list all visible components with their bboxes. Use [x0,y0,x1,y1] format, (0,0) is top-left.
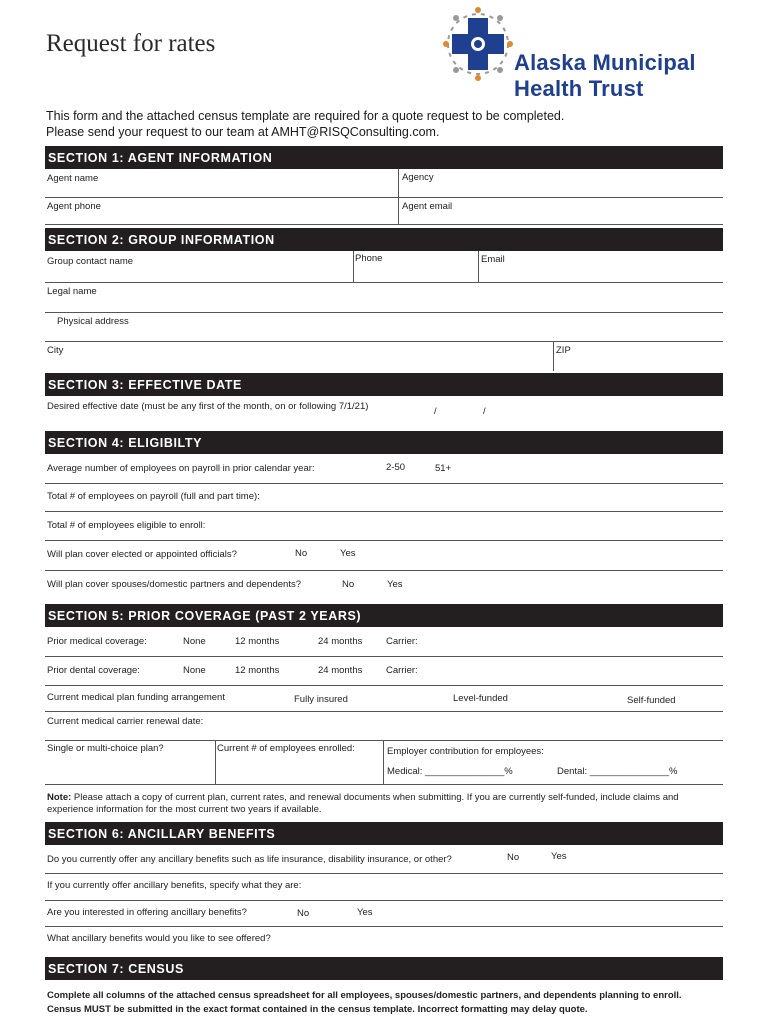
intro-text: This form and the attached census template are required for a quote request to be completed. Please send your request to our team at AMHT@RISQConsulting.com. [46,109,565,139]
agency-label: Agency [402,172,434,183]
field-line[interactable] [45,570,723,571]
funding-level-funded[interactable]: Level-funded [453,693,508,704]
spouses-no[interactable]: No [342,579,355,590]
ancillary-interested-question: Are you interested in offering ancillary benefits? [47,907,247,918]
census-line-1: Complete all columns of the attached census spreadsheet for all employees, spouses/domestic partners, and dependents planning to enroll. [47,990,682,1001]
dental-carrier-label: Carrier: [386,665,418,676]
ancillary-which-label: What ancillary benefits would you like to see offered? [47,933,271,944]
officials-yes[interactable]: Yes [340,548,356,559]
agent-phone-label: Agent phone [47,201,101,212]
group-contact-label: Group contact name [47,256,134,267]
prior-medical-label: Prior medical coverage: [47,636,147,647]
ancillary-offer-yes[interactable]: Yes [551,851,567,862]
field-line[interactable] [45,483,723,484]
logo [438,4,738,104]
section-5-header: SECTION 5: PRIOR COVERAGE (PAST 2 YEARS) [45,604,723,627]
logo-line2: Health Trust [514,76,644,101]
funding-fully-insured[interactable]: Fully insured [294,694,348,705]
agent-email-label: Agent email [402,201,453,212]
medical-none[interactable]: None [183,636,206,647]
divider [353,251,354,282]
ancillary-offer-no[interactable]: No [507,852,520,863]
divider [553,341,554,371]
field-line[interactable] [45,873,723,874]
field-line[interactable] [45,900,723,901]
field-line[interactable] [45,540,723,541]
contribution-label: Employer contribution for employees: [387,746,544,757]
prior-dental-label: Prior dental coverage: [47,665,140,676]
divider [478,251,479,282]
field-line[interactable] [45,926,723,927]
field-line[interactable] [45,224,723,225]
section-1-header: SECTION 1: AGENT INFORMATION [45,146,723,169]
option-51-plus[interactable]: 51+ [435,463,452,474]
section-3-header: SECTION 3: EFFECTIVE DATE [45,373,723,396]
physical-address-label: Physical address [57,316,129,327]
legal-name-label: Legal name [47,286,97,297]
funding-self-funded[interactable]: Self-funded [627,695,676,706]
total-employees-label: Total # of employees on payroll (full and part time): [47,491,260,502]
agent-name-label: Agent name [47,173,99,184]
date-slash-2: / [483,406,486,417]
renewal-date-label: Current medical carrier renewal date: [47,716,204,727]
divider [383,740,384,784]
zip-label: ZIP [556,345,571,356]
ancillary-interested-yes[interactable]: Yes [357,907,373,918]
ancillary-interested-no[interactable]: No [297,908,310,919]
phone-label: Phone [355,253,383,264]
officials-question: Will plan cover elected or appointed officials? [47,549,237,560]
dental-24-months[interactable]: 24 months [318,665,363,676]
logo-line1: Alaska Municipal [514,50,696,75]
field-line[interactable] [45,685,723,686]
spouses-yes[interactable]: Yes [387,579,403,590]
ancillary-specify-label: If you currently offer ancillary benefits, specify what they are: [47,880,302,891]
section-4-header: SECTION 4: ELIGIBILTY [45,431,723,454]
note-body: Please attach a copy of current plan, current rates, and renewal documents when submitting. If you are currently self-funded, include claims and experience information for the most current two years if available. [47,792,679,815]
field-line[interactable] [45,341,723,342]
option-2-50[interactable]: 2-50 [386,462,406,473]
officials-no[interactable]: No [295,548,308,559]
divider [215,740,216,784]
funding-label: Current medical plan funding arrangement [47,692,225,703]
field-line[interactable] [45,656,723,657]
page-title: Request for rates [46,30,216,57]
section-7-header: SECTION 7: CENSUS [45,957,723,980]
spouses-question: Will plan cover spouses/domestic partners and dependents? [47,579,302,590]
enrolled-label: Current # of employees enrolled: [217,743,355,754]
city-label: City [47,345,64,356]
medical-percent-field[interactable]: Medical: _______________% [387,766,513,777]
medical-12-months[interactable]: 12 months [235,636,280,647]
field-line[interactable] [45,312,723,313]
avg-employees-label: Average number of employees on payroll in prior calendar year: [47,463,315,474]
field-line[interactable] [45,711,723,712]
date-slash-1: / [434,406,437,417]
field-line[interactable] [45,197,723,198]
note-label: Note: [47,792,72,803]
dental-none[interactable]: None [183,665,206,676]
field-line[interactable] [45,740,723,741]
single-multi-label: Single or multi-choice plan? [47,743,164,754]
census-line-2: Census MUST be submitted in the exact format contained in the census template. Incorrect formatting may delay quote. [47,1004,588,1015]
medical-carrier-label: Carrier: [386,636,418,647]
desired-date-label: Desired effective date (must be any first of the month, on or following 7/1/21) [47,401,369,412]
field-line[interactable] [45,282,723,283]
section-6-header: SECTION 6: ANCILLARY BENEFITS [45,822,723,845]
note-text [47,792,727,816]
dental-percent-field[interactable]: Dental: _______________% [557,766,678,777]
dental-12-months[interactable]: 12 months [235,665,280,676]
email-label: Email [481,254,505,265]
section-2-header: SECTION 2: GROUP INFORMATION [45,228,723,251]
eligible-employees-label: Total # of employees eligible to enroll: [47,520,206,531]
ancillary-offer-question: Do you currently offer any ancillary benefits such as life insurance, disability insurance, or other? [47,854,452,865]
field-line[interactable] [45,784,723,785]
medical-24-months[interactable]: 24 months [318,636,363,647]
field-line[interactable] [45,511,723,512]
logo-cross-icon [438,4,518,84]
